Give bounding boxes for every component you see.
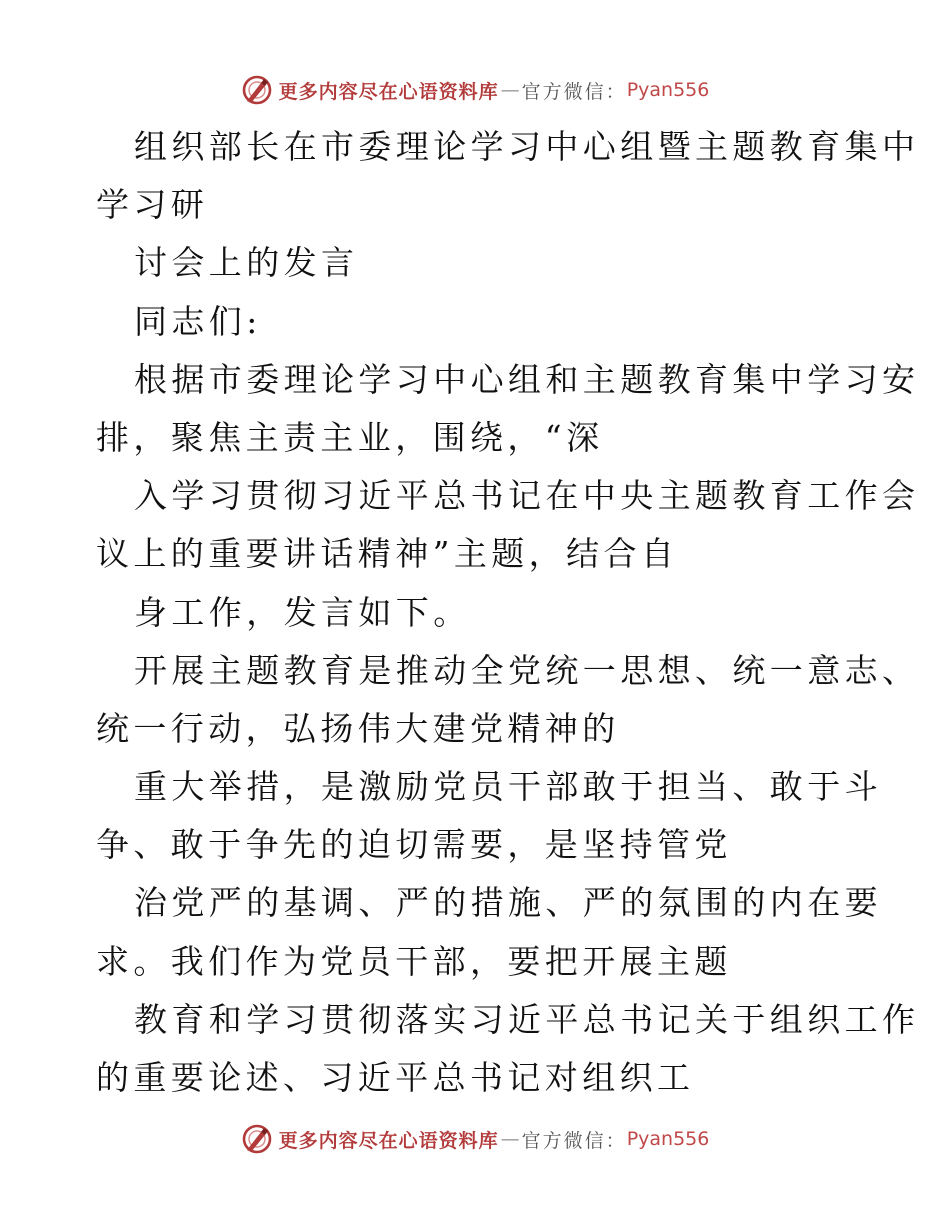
text-line: 根据市委理论学习中心组和主题教育集中学习安 xyxy=(134,359,920,399)
text-line: 排，聚焦主责主业，围绕，“深 xyxy=(96,417,604,457)
text-line: 讨会上的发言 xyxy=(134,243,359,283)
text-line: 教育和学习贯彻落实习近平总书记关于组织工作 xyxy=(134,999,920,1039)
footer-banner xyxy=(0,1121,950,1157)
banner-brand-text: 更多内容尽在心语资料库 xyxy=(278,1129,499,1152)
text-line: 学习研 xyxy=(96,185,209,225)
text-line: 开展主题教育是推动全党统一思想、统一意志、 xyxy=(134,650,920,690)
banner-dash: — xyxy=(500,1128,520,1150)
text-line: 求。我们作为党员干部，要把开展主题 xyxy=(96,941,732,981)
banner-official-label: 官方微信： xyxy=(521,80,627,103)
text-line: 治党严的基调、严的措施、严的氛围的内在要 xyxy=(134,883,882,923)
text-line: 统一行动，弘扬伟大建党精神的 xyxy=(96,708,620,748)
text-line: 组织部长在市委理论学习中心组暨主题教育集中 xyxy=(134,127,920,166)
header-banner xyxy=(0,72,950,108)
banner-brand-text: 更多内容尽在心语资料库 xyxy=(278,80,499,103)
text-line: 的重要论述、习近平总书记对组织工 xyxy=(96,1058,695,1097)
text-line: 入学习贯彻习近平总书记在中央主题教育工作会 xyxy=(134,476,920,516)
text-line: 争、敢于争先的迫切需要，是坚持管党 xyxy=(96,825,732,865)
text-line: 身工作，发言如下。 xyxy=(134,592,471,632)
banner-official-label: 官方微信： xyxy=(521,1129,627,1152)
text-line: 同志们: xyxy=(134,301,262,341)
text-line: 议上的重要讲话精神”主题，结合自 xyxy=(96,534,679,574)
banner-dash: — xyxy=(500,79,520,101)
pen-logo-icon xyxy=(241,1123,273,1155)
document-body xyxy=(96,118,920,1107)
banner-wechat-id: Pyan556 xyxy=(626,1128,710,1150)
text-line: 重大举措，是激励党员干部敢于担当、敢于斗 xyxy=(134,767,882,807)
banner-wechat-id: Pyan556 xyxy=(626,79,710,101)
pen-logo-icon xyxy=(241,74,273,106)
